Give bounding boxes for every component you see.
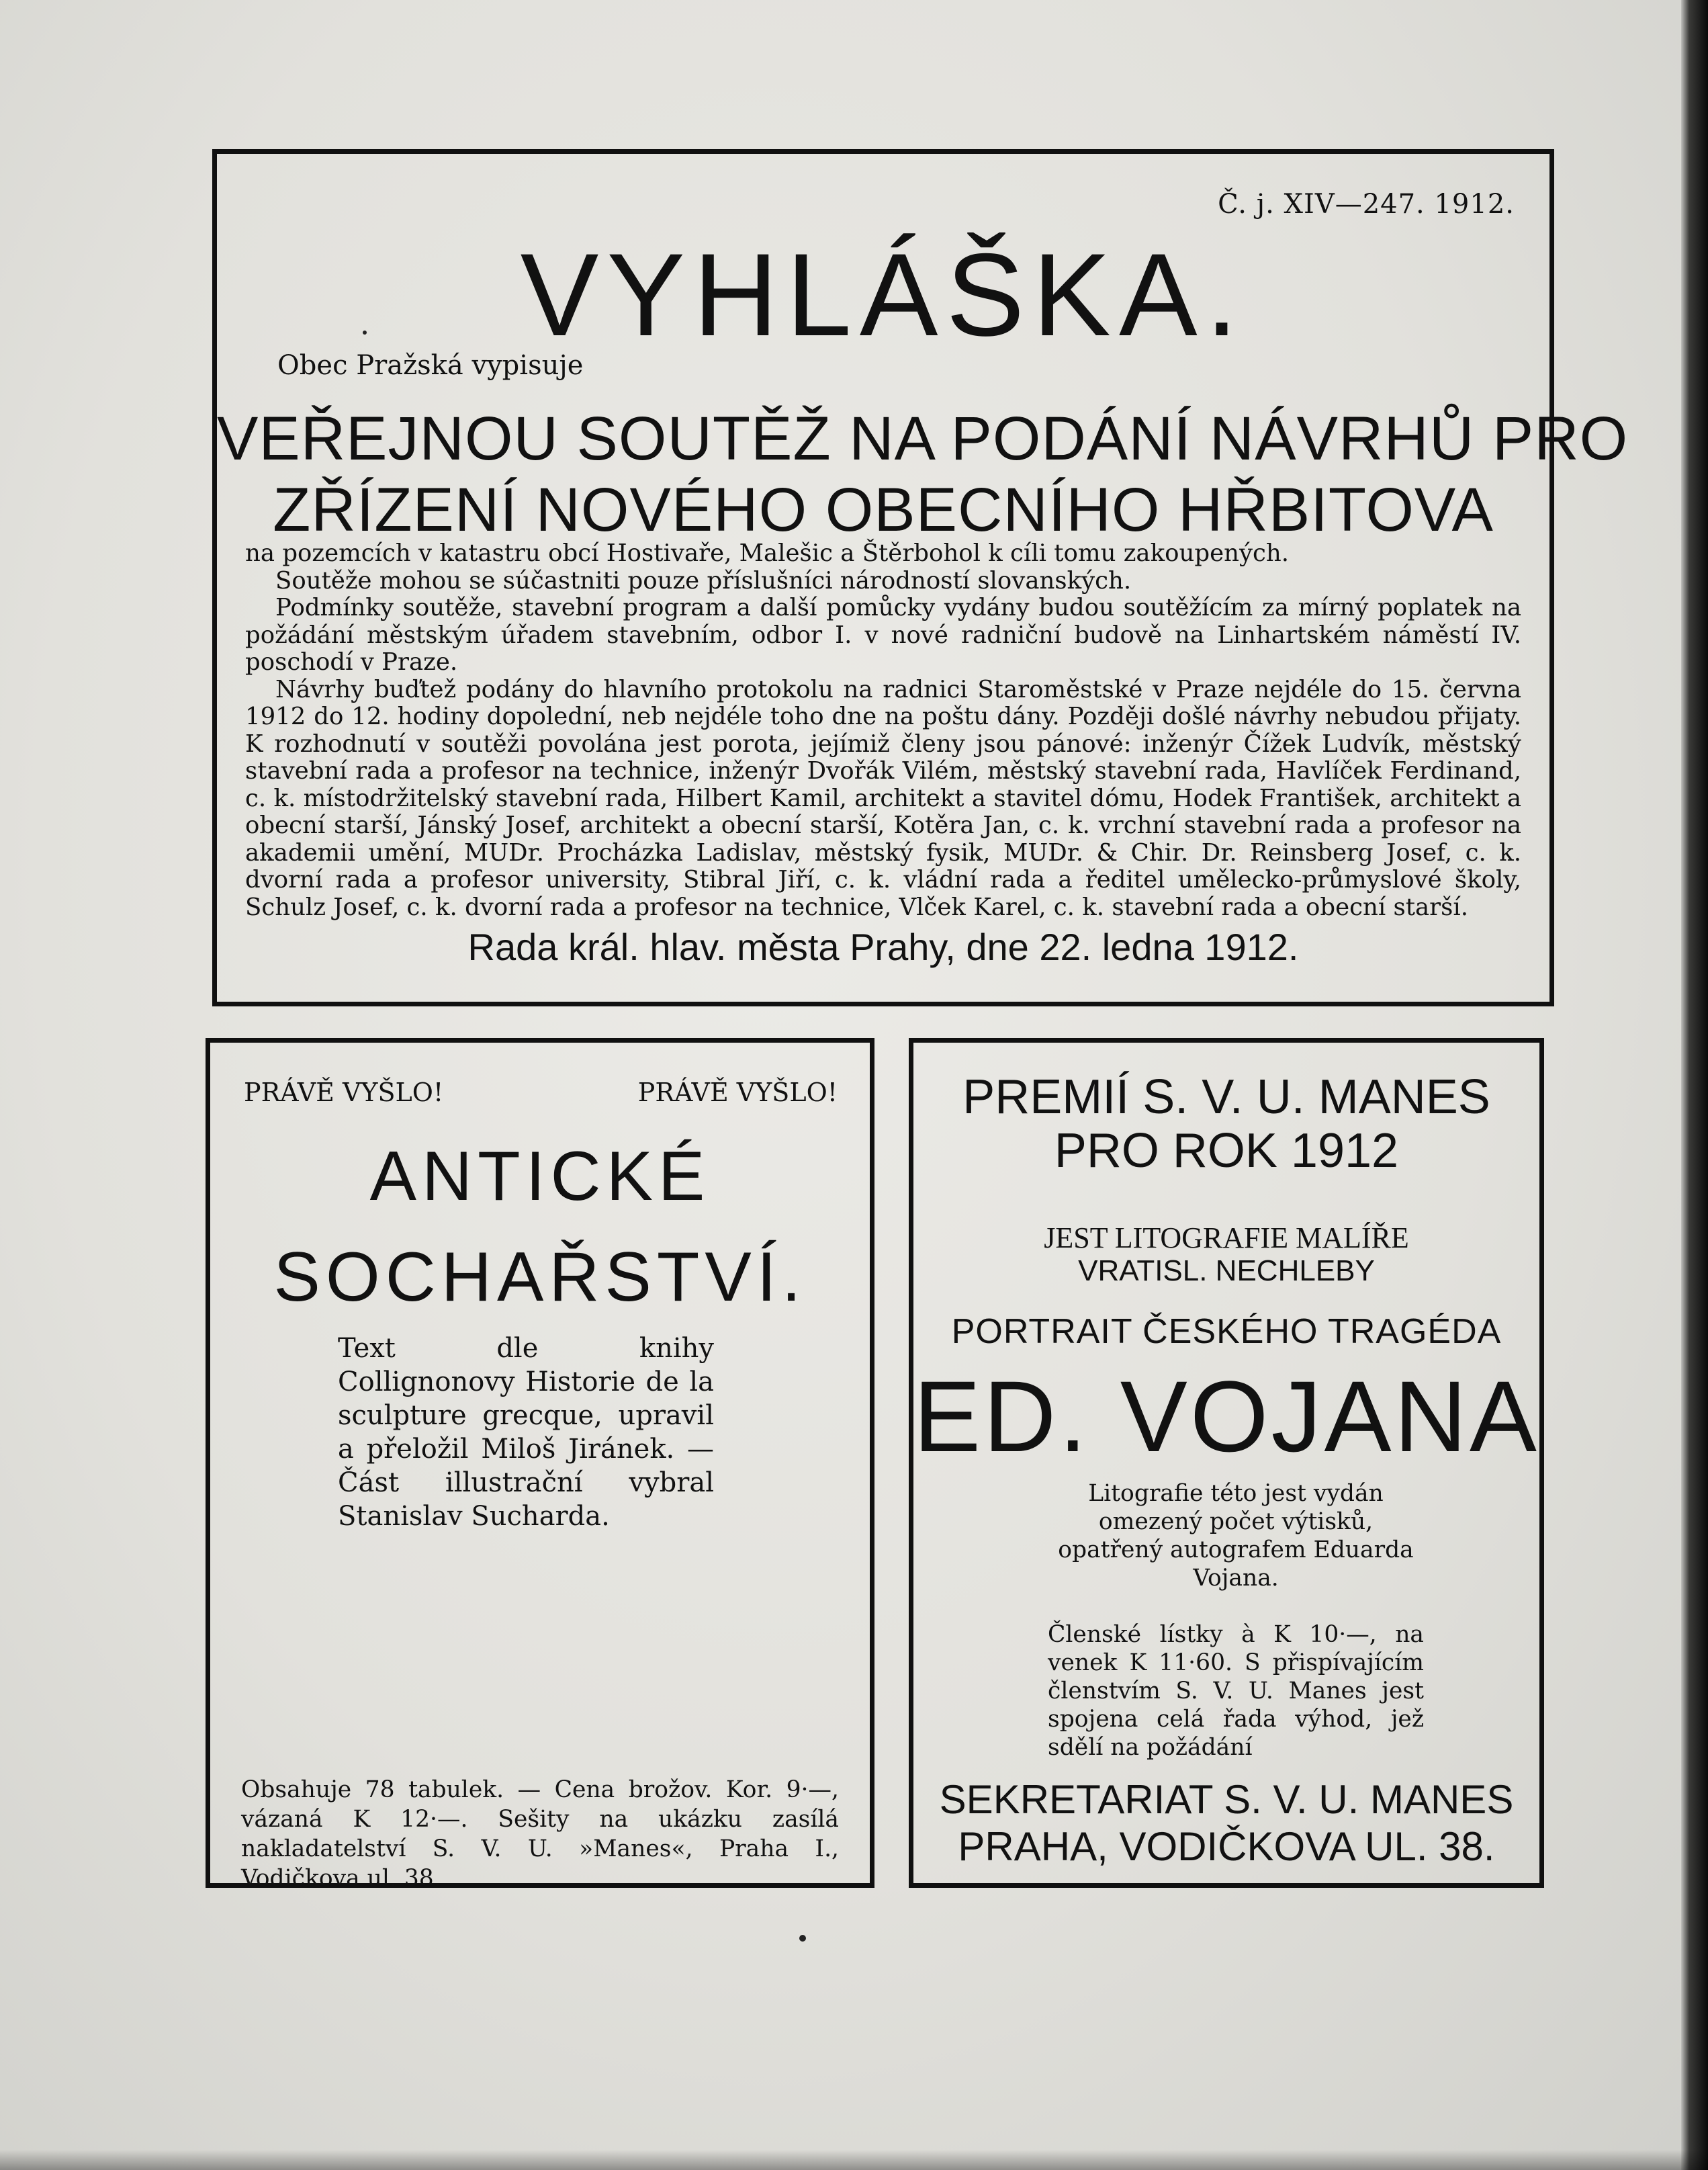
ink-speck: [363, 331, 367, 335]
premium-footer-line1: SEKRETARIAT S. V. U. MANES: [939, 1777, 1514, 1822]
notice-paragraph: Návrhy buďtež podány do hlavního protokolu na radnici Staroměstské v Praze nejdéle do 15. června 1912 do 12. hodiny dopolední, neb nejdéle toho dne na poštu dány. Později došlé návrhy nebudou přijaty. K rozhodnutí v soutěži povolána jest porota, jejímiž členy jsou pánové: inženýr Čížek Ludvík, městský stavební rada a profesor na technice, inženýr Dvořák Vilém, městský stavební rada, Havlíček Ferdinand, c. k. místodržitelský stavební rada, Hilbert Kamil, architekt a stavitel dómu, Hodek František, architekt a obecní starší, Jánský Josef, architekt a obecní starší, Kotěra Jan, c. k. vrchní stavební rada a profesor na akademii umění, MUDr. Procházka Ladislav, městský fysik, MUDr. & Chir. Dr. Reinsberg Josef, c. k. dvorní rada a profesor university, Stibral Jiří, c. k. vládní rada a ředitel umělecko-průmyslové školy, Schulz Josef, c. k. dvorní rada a profesor na technice, Vlček Karel, c. k. stavební rada a obecní starší.: [245, 675, 1521, 921]
scan-bottom-shadow: [0, 2150, 1708, 2170]
premium-membership: Členské lístky à K 10·—, na venek K 11·60. S přispívajícím členstvím S. V. U. Manes jest spojena celá řada výhod, jež sdělí na požádání: [1048, 1621, 1424, 1761]
notice-publisher: Obec Pražská vypisuje: [277, 350, 584, 381]
antique-sculpture-ad: [206, 1038, 874, 1892]
notice-paragraph: Podmínky soutěže, stavební program a další pomůcky vydány budou soutěžícím za mírný poplatek na požádání městským úřadem stavebním, odbor I. v nové radniční budově na Linhartském náměstí IV. poschodí v Praze.: [245, 594, 1521, 676]
notice-paragraph: na pozemcích v katastru obcí Hostivaře, Malešic a Štěrbohol k cíli tomu zakoupených.: [245, 539, 1290, 567]
ink-speck: [799, 1935, 806, 1942]
premium-heading-line2: PRO ROK 1912: [1054, 1124, 1399, 1178]
notice-headline-line2: ZŘÍZENÍ NOVÉHO OBECNÍHO HŘBITOVA: [273, 476, 1494, 544]
just-published-badge: PRÁVĚ VYŠLO!: [637, 1078, 838, 1107]
premium-subheading-line1: JEST LITOGRAFIE MALÍŘE: [1044, 1221, 1409, 1254]
antique-title-line2: SOCHAŘSTVÍ.: [273, 1238, 807, 1316]
premium-footer-line2: PRAHA, VODIČKOVA UL. 38.: [958, 1824, 1495, 1869]
manes-premium-ad: [909, 1038, 1544, 1888]
notice-paragraph: Soutěže mohou se súčastniti pouze příslušníci národností slovanských.: [275, 566, 1132, 595]
premium-name-title: ED. VOJANA: [913, 1360, 1539, 1473]
antique-description: Text dle knihy Collignonovy Historie de la sculpture grecque, upravil a přeložil Miloš Jiránek. — Část illustrační vybral Stanislav Sucharda.: [338, 1333, 714, 1532]
notice-body: [245, 540, 1521, 921]
premium-description: Litografie této jest vydán omezený počet výtisků, opatřený autografem Eduarda Vojana.: [1058, 1480, 1414, 1592]
just-published-badge: PRÁVĚ VYŠLO!: [244, 1078, 444, 1107]
public-notice-box: [212, 149, 1629, 1006]
notice-title: VYHLÁŠKA.: [520, 230, 1247, 361]
scan-edge-shadow: [1681, 0, 1708, 2170]
notice-headline-line1: VEŘEJNOU SOUTĚŽ NA PODÁNÍ NÁVRHŮ PRO: [217, 404, 1629, 473]
premium-subheading-line2: VRATISL. NECHLEBY: [1078, 1254, 1375, 1287]
premium-heading-line1: PREMIÍ S. V. U. MANES: [962, 1070, 1490, 1124]
notice-signature: Rada král. hlav. města Prahy, dne 22. ledna 1912.: [467, 926, 1299, 968]
antique-footer: Obsahuje 78 tabulek. — Cena brožov. Kor. 9·—, vázaná K 12·—. Sešity na ukázku zasílá nakladatelství S. V. U. »Manes«, Praha I., Vodičkova ul. 38.: [241, 1776, 839, 1892]
reference-number: Č. j. XIV—247. 1912.: [1218, 189, 1515, 220]
premium-portrait-label: PORTRAIT ČESKÉHO TRAGÉDA: [951, 1312, 1502, 1351]
antique-title-line1: ANTICKÉ: [369, 1137, 711, 1215]
